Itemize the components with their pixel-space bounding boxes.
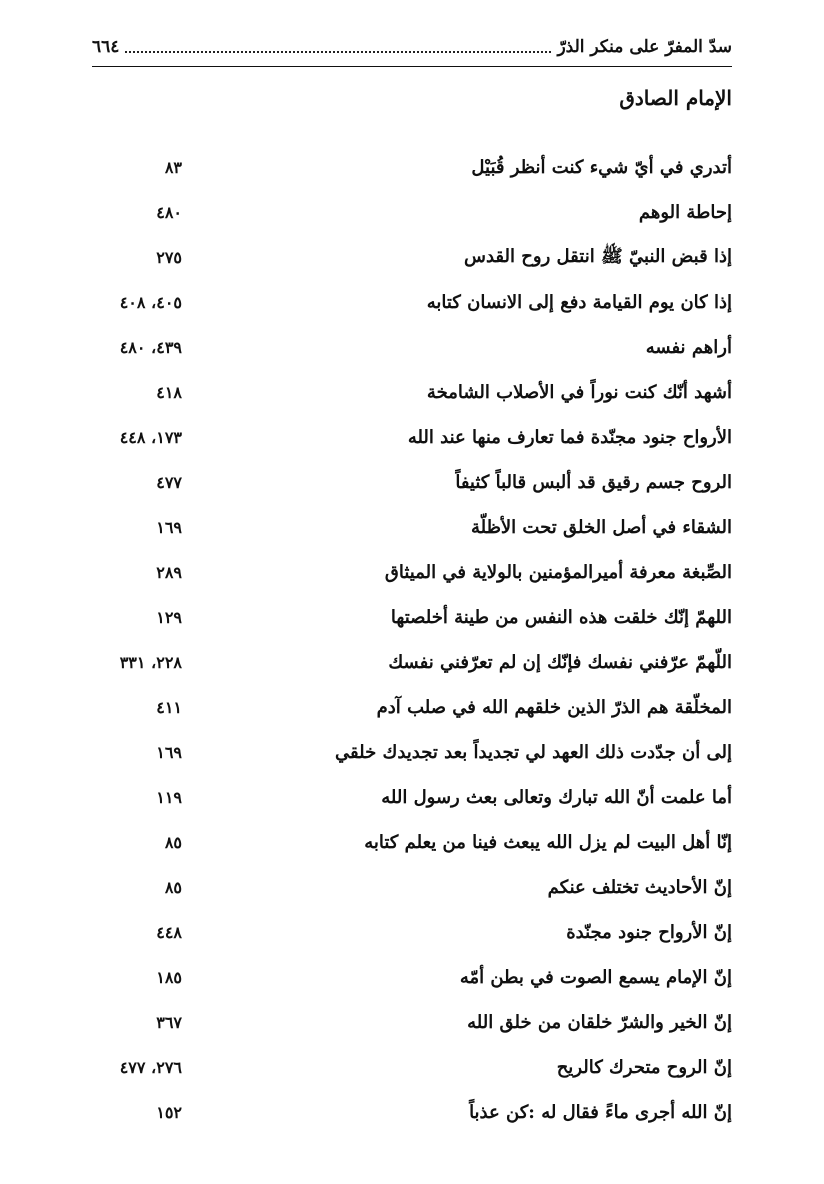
index-entry [92, 370, 732, 415]
entry-pages: ١٦٩ [156, 743, 182, 762]
index-entry [92, 865, 732, 910]
entry-text: اللهمّ إنّك خلقت هذه النفس من طينة أخلصتها [390, 607, 732, 628]
entry-pages: ٤١١ [156, 698, 182, 717]
entry-pages: ١٥٢ [156, 1103, 182, 1122]
entry-pages: ٢٧٥ [156, 248, 182, 267]
entry-pages: ٤٨٠ [156, 203, 182, 222]
entry-text: المخلّقة هم الذرّ الذين خلقهم الله في صلب آدم [376, 697, 732, 718]
index-entry [92, 145, 732, 190]
index-entry [92, 640, 732, 685]
index-entry [92, 910, 732, 955]
entry-text: إنّ الله أجرى ماءً فقال له :كن عذباً [469, 1102, 732, 1123]
entry-pages: ٤٣٩، ٤٨٠ [119, 338, 182, 357]
index-list [92, 145, 732, 1135]
index-entry [92, 595, 732, 640]
index-entry [92, 325, 732, 370]
index-entry [92, 415, 732, 460]
entry-pages: ٢٢٨، ٣٣١ [119, 653, 182, 672]
entry-text: إحاطة الوهم [638, 202, 732, 223]
entry-text: إنّ الخير والشرّ خلقان من خلق الله [467, 1012, 732, 1033]
entry-text: الروح جسم رقيق قد ألبس قالباً كثيفاً [455, 472, 732, 493]
entry-pages: ١٦٩ [156, 518, 182, 537]
index-entry [92, 730, 732, 775]
entry-text: أتدري في أيّ شيء كنت أنظر قُبَيْل [471, 157, 732, 178]
entry-pages: ٨٣ [164, 158, 182, 177]
index-entry [92, 955, 732, 1000]
entry-text: اللّهمّ عرّفني نفسك فإنّك إن لم تعرّفني نفسك [388, 652, 732, 673]
entry-text: الأرواح جنود مجنّدة فما تعارف منها عند الله [407, 427, 732, 448]
index-entry [92, 505, 732, 550]
header-title: سدّ المفرّ على منكر الذرّ [557, 37, 732, 57]
index-entry [92, 775, 732, 820]
header-dot-leader [125, 51, 551, 53]
entry-pages: ٨٥ [164, 833, 182, 852]
entry-text: إنّ الأحاديث تختلف عنكم [547, 877, 732, 898]
entry-text: إذا كان يوم القيامة دفع إلى الانسان كتابه [426, 292, 732, 313]
entry-text: الصِّبغة معرفة أميرالمؤمنين بالولاية في الميثاق [384, 562, 732, 583]
index-entry [92, 685, 732, 730]
index-entry [92, 1000, 732, 1045]
entry-pages: ١٧٣، ٤٤٨ [119, 428, 182, 447]
entry-text: أراهم نفسه [645, 337, 732, 358]
entry-pages: ٣٦٧ [156, 1013, 182, 1032]
entry-pages: ١١٩ [156, 788, 182, 807]
entry-pages: ٤٧٧ [156, 473, 182, 492]
entry-text: إذا قبض النبيّ ﷺ انتقل روح القدس [464, 245, 732, 267]
index-entry [92, 550, 732, 595]
running-header [92, 30, 732, 64]
section-title: الإمام الصادق [619, 86, 732, 110]
entry-text: إنّا أهل البيت لم يزل الله يبعث فينا من يعلم كتابه [364, 832, 732, 853]
entry-text: أما علمت أنّ الله تبارك وتعالى بعث رسول الله [381, 787, 732, 808]
entry-pages: ٤٠٥، ٤٠٨ [119, 293, 182, 312]
index-entry [92, 190, 732, 235]
entry-pages: ٤١٨ [156, 383, 182, 402]
index-entry [92, 235, 732, 280]
entry-text: إنّ الإمام يسمع الصوت في بطن أمّه [459, 967, 732, 988]
entry-text: إنّ الروح متحرك كالريح [556, 1057, 732, 1078]
entry-pages: ٢٧٦، ٤٧٧ [119, 1058, 182, 1077]
header-rule [92, 66, 732, 67]
page-number: ٦٦٤ [92, 37, 120, 57]
entry-pages: ٤٤٨ [156, 923, 182, 942]
entry-text: إنّ الأرواح جنود مجنّدة [566, 922, 732, 943]
entry-pages: ٢٨٩ [156, 563, 182, 582]
entry-text: الشقاء في أصل الخلق تحت الأظلّة [470, 517, 732, 538]
index-entry [92, 1045, 732, 1090]
entry-text: إلى أن جدّدت ذلك العهد لي تجديداً بعد تجديدك خلقي [335, 742, 732, 763]
index-entry [92, 1090, 732, 1135]
index-entry [92, 280, 732, 325]
entry-pages: ١٢٩ [156, 608, 182, 627]
entry-text: أشهد أنّك كنت نوراً في الأصلاب الشامخة [426, 382, 732, 403]
entry-pages: ١٨٥ [156, 968, 182, 987]
index-entry [92, 820, 732, 865]
entry-pages: ٨٥ [164, 878, 182, 897]
index-entry [92, 460, 732, 505]
